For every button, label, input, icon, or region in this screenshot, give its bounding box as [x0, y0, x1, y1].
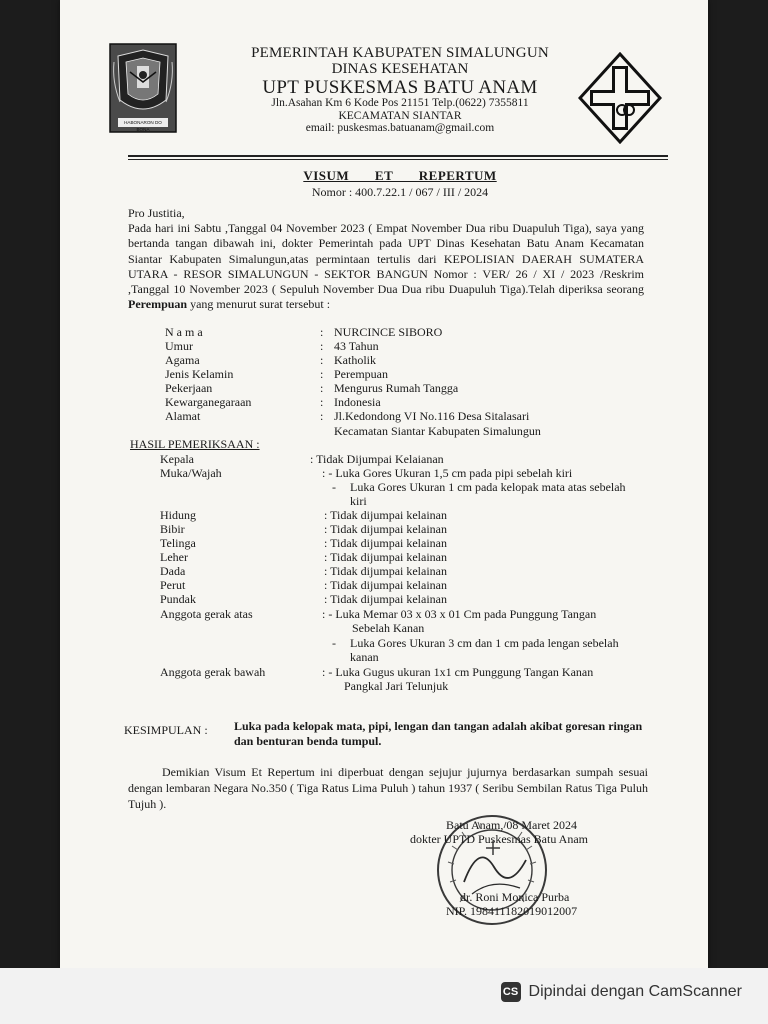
simalungun-crest-icon: [108, 42, 178, 134]
signature-space: [410, 846, 650, 890]
exam-value: : Tidak dijumpai kelainan: [324, 578, 447, 592]
signature-position: dokter UPTD Puskesmas Batu Anam: [410, 832, 588, 846]
header-line-address: Jln.Asahan Km 6 Kode Pos 21151 Telp.(0622) 7355811: [271, 97, 529, 110]
letterhead: [200, 46, 600, 134]
intro-section: [128, 206, 644, 312]
patient-label: Agama: [165, 353, 200, 367]
colon: :: [320, 353, 324, 367]
document-title: VISUM ET REPERTUM: [303, 168, 497, 183]
intro-text-end: yang menurut surat tersebut :: [187, 297, 331, 312]
exam-value: Luka Gores Ukuran 3 cm dan 1 cm pada lengan sebelah: [350, 636, 619, 650]
patient-value: Indonesia: [334, 395, 381, 409]
signature-block: [410, 818, 650, 918]
camscanner-logo-icon: CS: [501, 982, 521, 1002]
exam-value: : - Luka Gugus ukuran 1x1 cm Punggung Tangan Kanan: [322, 665, 594, 679]
exam-label: Anggota gerak atas: [160, 607, 253, 621]
signature-nip: NIP. 198411182019012007: [446, 904, 578, 918]
header-line-department: DINAS KESEHATAN: [331, 60, 469, 77]
intro-text: Pada hari ini Sabtu ,Tanggal 04 November 2023 ( Empat November Dua ribu Duapuluh Tiga), saya yang bertanda tangan dibawah ini, dokter Pemerintah pada UPT Dinas Kesehatan Batu Anam Kecamatan Siantar Kabupaten Simalungun,atas permintaan tertulis dari KEPOLISIAN DAERAH SUMATERA UTARA - RESOR SIMALUNGUN - SEKTOR BANGUN Nomor : VER/ 26 / XI / 2023 /Reskrim ,Tanggal 10 November 2023 ( Sepuluh November Dua Dua ribu Duapuluh Tiga).Telah diperiksa seorang: [128, 221, 644, 297]
exam-label: Telinga: [160, 536, 196, 550]
patient-label: Kewarganegaraan: [165, 395, 252, 409]
exam-value: : Tidak dijumpai kelainan: [324, 592, 447, 606]
patient-value: 43 Tahun: [334, 339, 379, 353]
colon: :: [320, 409, 324, 423]
colon: :: [320, 339, 324, 353]
exam-label: Perut: [160, 578, 186, 592]
patient-label: N a m a: [165, 325, 203, 339]
exam-value: : Tidak dijumpai kelainan: [324, 550, 447, 564]
exam-value: : Tidak Dijumpai Kelaianan: [310, 452, 444, 466]
patient-value: NURCINCE SIBORO: [334, 325, 443, 339]
document-title-block: [250, 168, 550, 200]
closing-paragraph: Demikian Visum Et Repertum ini diperbuat dengan sejujur jujurnya berdasarkan sumpah sesuai dengan lembaran Negara No.350 ( Tiga Ratus Lima Puluh ) tahun 1937 ( Seribu Sembilan Ratus Tiga Puluh Tujuh ).: [128, 765, 648, 811]
exam-label: Bibir: [160, 522, 185, 536]
exam-value: : Tidak dijumpai kelainan: [324, 564, 447, 578]
exam-value: Luka Gores Ukuran 1 cm pada kelopak mata atas sebelah: [350, 480, 626, 494]
bullet: -: [332, 480, 336, 494]
exam-label: Muka/Wajah: [160, 466, 222, 480]
header-line-district: KECAMATAN SIANTAR: [338, 109, 462, 122]
patient-label: Pekerjaan: [165, 381, 213, 395]
header-line-government: PEMERINTAH KABUPATEN SIMALUNGUN: [251, 45, 549, 61]
signature-name: dr. Roni Monica Purba: [460, 890, 570, 904]
exam-value-cont: Pangkal Jari Telunjuk: [344, 679, 449, 693]
exam-section-title: HASIL PEMERIKSAAN :: [130, 437, 260, 451]
patient-value: Perempuan: [334, 367, 388, 381]
exam-value-cont: Sebelah Kanan: [352, 621, 425, 635]
exam-value: : Tidak dijumpai kelainan: [324, 508, 447, 522]
exam-value: : - Luka Gores Ukuran 1,5 cm pada pipi sebelah kiri: [322, 466, 573, 480]
document-number: Nomor : 400.7.22.1 / 067 / III / 2024: [311, 185, 489, 199]
patient-label: Umur: [165, 339, 193, 353]
exam-value-cont: kanan: [350, 650, 379, 664]
colon: :: [320, 395, 324, 409]
exam-label: Hidung: [160, 508, 196, 522]
header-line-institution: UPT PUSKESMAS BATU ANAM: [262, 76, 538, 98]
exam-value-cont: kiri: [350, 494, 367, 508]
camscanner-label: Dipindai dengan CamScanner: [528, 983, 742, 1000]
exam-label: Pundak: [160, 592, 196, 606]
patient-value: Katholik: [334, 353, 376, 367]
crest-caption: HABONARON DO BONA: [124, 120, 162, 132]
exam-label: Anggota gerak bawah: [160, 665, 266, 679]
exam-value: : - Luka Memar 03 x 03 x 01 Cm pada Punggung Tangan: [322, 607, 597, 621]
bullet: -: [332, 636, 336, 650]
patient-value: Mengurus Rumah Tangga: [334, 381, 459, 395]
intro-paragraph: [128, 221, 644, 312]
exam-label: Leher: [160, 550, 188, 564]
document-page: [60, 0, 708, 968]
camscanner-watermark: [501, 982, 742, 1002]
patient-label: Jenis Kelamin: [165, 367, 234, 381]
exam-label: Kepala: [160, 452, 194, 466]
conclusion-label: KESIMPULAN :: [124, 723, 208, 737]
colon: :: [320, 325, 324, 339]
exam-value: : Tidak dijumpai kelainan: [324, 522, 447, 536]
colon: :: [320, 381, 324, 395]
exam-value: : Tidak dijumpai kelainan: [324, 536, 447, 550]
header-divider-thin: [128, 159, 668, 160]
conclusion-text: Luka pada kelopak mata, pipi, lengan dan tangan adalah akibat goresan ringan dan benturan benda tumpul.: [234, 719, 643, 748]
patient-label: Alamat: [165, 409, 201, 423]
exam-label: Dada: [160, 564, 186, 578]
patient-value: Jl.Kedondong VI No.116 Desa Sitalasari: [334, 409, 530, 423]
intro-emphasis: Perempuan: [128, 297, 188, 312]
colon: :: [320, 367, 324, 381]
greeting: Pro Justitia,: [128, 206, 185, 220]
header-divider: [128, 155, 668, 157]
signature-place-date: Batu Anam, 08 Maret 2024: [446, 818, 577, 832]
patient-value-cont: Kecamatan Siantar Kabupaten Simalungun: [334, 424, 541, 438]
header-line-email: email: puskesmas.batuanam@gmail.com: [305, 121, 495, 134]
